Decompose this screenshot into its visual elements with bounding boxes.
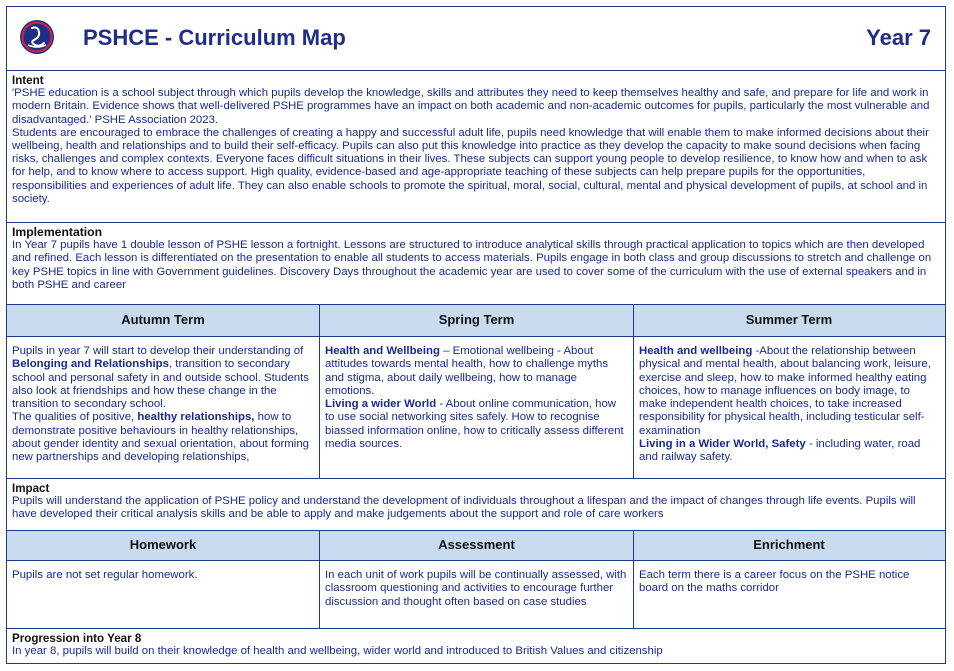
progression-title: Progression into Year 8 [12, 632, 142, 645]
impact-title: Impact [12, 482, 50, 495]
homework-heading: Homework [7, 531, 320, 560]
summer-term-content: Health and wellbeing -About the relationship between physical and mental health, about balancing work, leisure, exercise and sleep, how to make informed healthy eating choices, how to manage influences on body image, to make independent health choices, to take increased responsibility for physical health, including testicular self-examination Living in a Wider World, Safety - including water, road and railway safety. [639, 345, 931, 464]
enrichment-content: Each term there is a career focus on the PSHE notice board on the maths corridor [639, 569, 910, 595]
impact-section [7, 479, 945, 531]
progression-body: In year 8, pupils will build on their knowledge of health and wellbeing, wider world and introduced to British Values and citizenship [12, 645, 663, 658]
intent-section [7, 71, 945, 223]
health-wellbeing-topic: Health and Wellbeing [325, 345, 440, 357]
intent-title: Intent [12, 74, 44, 87]
living-wider-world-topic: Living a wider World [325, 398, 437, 411]
term-header-row [7, 305, 945, 337]
assessment-heading: Assessment [320, 531, 634, 560]
healthy-relationships-topic: healthy relationships, [137, 411, 255, 424]
implementation-section [7, 223, 945, 305]
bottom-content-row [7, 561, 945, 629]
intent-body: 'PSHE education is a school subject through which pupils develop the knowledge, skills and attributes they need to keep themselves healthy and safe, and prepare for life and work in modern Britain. Evidence shows that well-delivered PSHE programmes have an impact on both academic and non-academic outcomes for pupils, particularly the most vulnerable and disadvantaged.' PSHE Association 2023. [12, 87, 930, 126]
assessment-content: In each unit of work pupils will be continually assessed, with classroom questioning and activities to encourage further discussion and thought often based on case studies [320, 561, 634, 628]
term-content-row [7, 337, 945, 479]
summer-health-wellbeing-topic: Health and wellbeing [639, 345, 753, 357]
autumn-term-content: Pupils in year 7 will start to develop their understanding of Belonging and Relationships, transition to secondary school and personal safety in and outside school. Students also look at friendships and how these change in the transition to secondary school. The qualities of positive, healthy relationships, how to demonstrate positive behaviours in healthy relationships, about gender identity and sexual orientation, about forming new partnerships and developing relationships, [7, 337, 320, 478]
year-label: Year 7 [866, 25, 931, 50]
bottom-header-row [7, 531, 945, 561]
page-title: PSHCE - Curriculum Map [83, 25, 346, 50]
progression-section [7, 629, 945, 663]
page-header [7, 7, 945, 71]
wider-world-safety-topic: Living in a Wider World, Safety [639, 438, 806, 451]
implementation-title: Implementation [12, 225, 103, 239]
enrichment-heading: Enrichment [753, 537, 825, 552]
autumn-term-heading: Autumn Term [7, 305, 320, 336]
belonging-relationships-topic: Belonging and Relationships [12, 358, 169, 371]
spring-term-heading: Spring Term [320, 305, 634, 336]
school-crest-icon [19, 19, 55, 55]
implementation-body: In Year 7 pupils have 1 double lesson of PSHE lesson a fortnight. Lessons are structured to introduce analytical skills through practical application to topics which are then developed and refined. Each lesson is differentiated on the presentation to enable all students to access materials. Pupils engage in both class and group discussions to stretch and challenge on key PSHE topics in line with Government guidelines. Discovery Days throughout the academic year are used to cover some of the curriculum with the use of external speakers and in both PSHE and career [12, 239, 932, 291]
impact-body: Pupils will understand the application of PSHE policy and understand the development of individuals throughout a lifespan and the impact of changes through life events. Pupils will have developed their critical analysis skills and be able to apply and make judgements about the support and role of care workers [12, 495, 916, 521]
spring-term-content: Health and Wellbeing – Emotional wellbeing - About attitudes towards mental health, how to challenge myths and stigma, about daily wellbeing, how to manage emotions. Living a wider World - About online communication, how to use social networking sites safely. How to recognise biassed information online, how to critically assess different media sources. [320, 337, 634, 478]
homework-content: Pupils are not set regular homework. [7, 561, 320, 628]
intent-body-2: Students are encouraged to embrace the challenges of creating a happy and successful adult life, pupils need knowledge that will enable them to make informed decisions about their wellbeing, health and relationships and to build their self-efficacy. Pupils can also put this knowledge into practice as they develop the capacity to make sound decisions when facing risks, challenges and complex contexts. Everyone faces difficult situations in their lives. These subjects can support young people to develop resilience, to know how and when to ask for help, and to know where to access support. High quality, evidence-based and age-appropriate teaching of these subjects can help prepare pupils for the opportunities, responsibilities and experiences of adult life. They can also enable schools to promote the spiritual, moral, social, cultural, mental and physical development of pupils, at school and in society. [12, 126, 929, 205]
summer-term-heading: Summer Term [745, 312, 833, 327]
curriculum-map-page [6, 6, 946, 664]
